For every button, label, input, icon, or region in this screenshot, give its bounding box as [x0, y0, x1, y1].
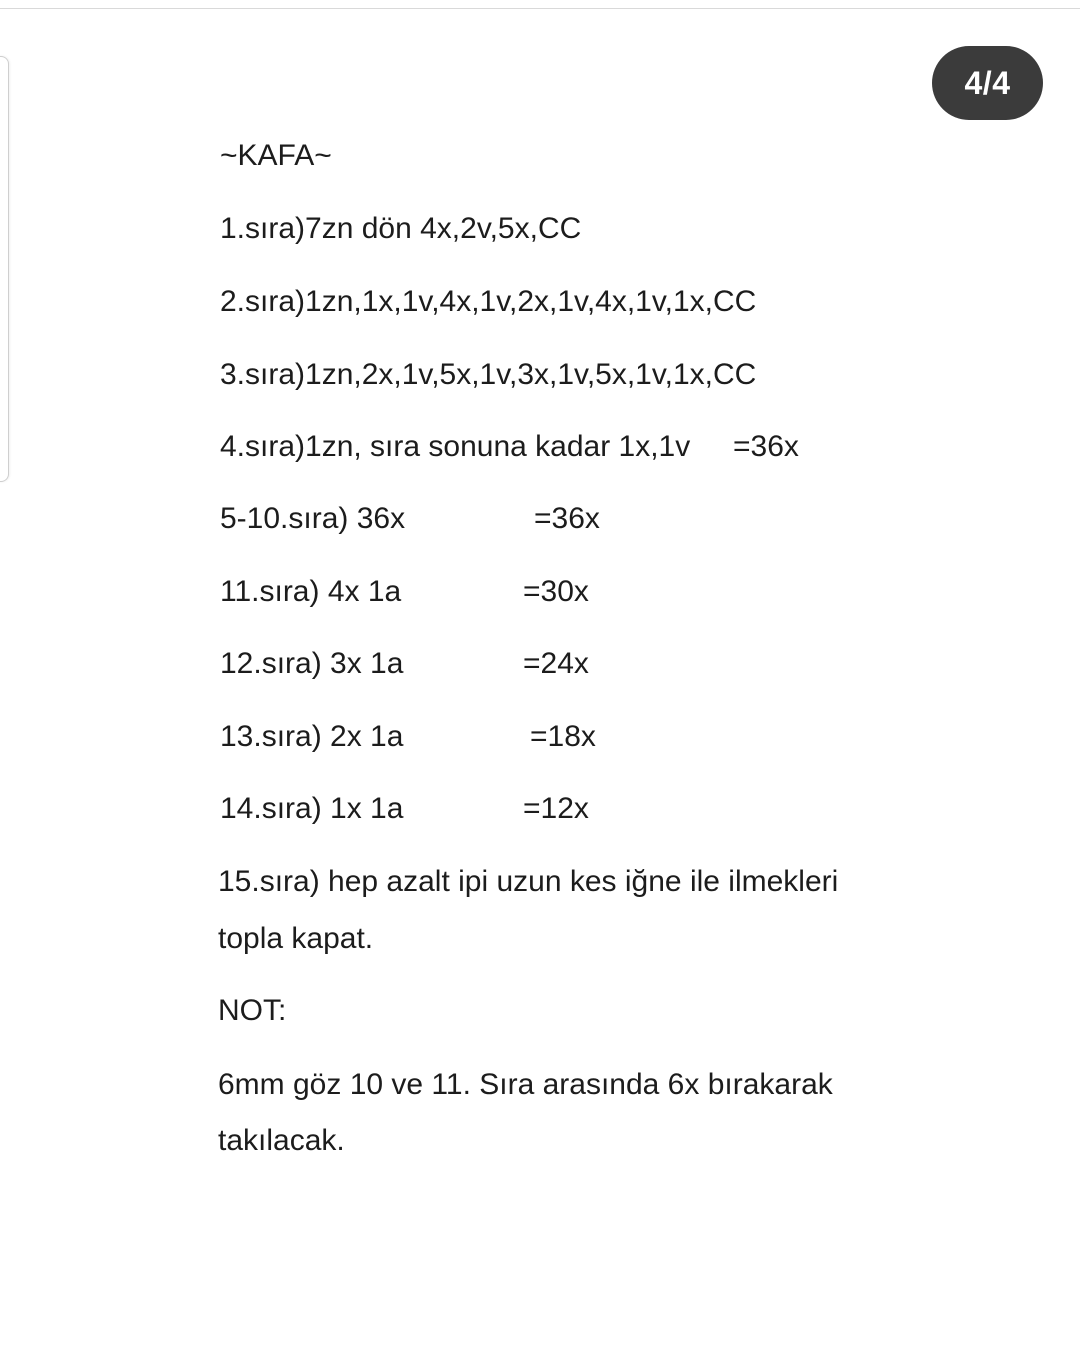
row-3: 3.sıra)1zn,2x,1v,5x,1v,3x,1v,5x,1v,1x,CC — [220, 358, 757, 391]
row-11-total: =30x — [523, 575, 589, 608]
note-label: NOT: — [218, 994, 287, 1027]
row-4: 4.sıra)1zn, sıra sonuna kadar 1x,1v — [220, 430, 691, 463]
row-15-line-1: 15.sıra) hep azalt ipi uzun kes iğne ile ilmekleri — [218, 865, 839, 898]
pattern-title: ~KAFA~ — [220, 139, 332, 172]
page-counter-badge: 4/4 — [932, 46, 1043, 120]
row-12-total: =24x — [523, 647, 589, 680]
row-13-total: =18x — [530, 720, 596, 753]
row-4-total: =36x — [733, 430, 799, 463]
row-15-line-2: topla kapat. — [218, 922, 374, 955]
row-14: 14.sıra) 1x 1a — [220, 792, 404, 825]
row-14-total: =12x — [523, 792, 589, 825]
note-line-2: takılacak. — [218, 1124, 345, 1157]
row-13: 13.sıra) 2x 1a — [220, 720, 404, 753]
row-2: 2.sıra)1zn,1x,1v,4x,1v,2x,1v,4x,1v,1x,CC — [220, 285, 757, 318]
row-1: 1.sıra)7zn dön 4x,2v,5x,CC — [220, 212, 582, 245]
row-5-10-total: =36x — [534, 502, 600, 535]
row-11: 11.sıra) 4x 1a — [220, 575, 402, 608]
row-12: 12.sıra) 3x 1a — [220, 647, 404, 680]
note-line-1: 6mm göz 10 ve 11. Sıra arasında 6x bırakarak — [218, 1068, 833, 1101]
row-5-10: 5-10.sıra) 36x — [220, 502, 406, 535]
